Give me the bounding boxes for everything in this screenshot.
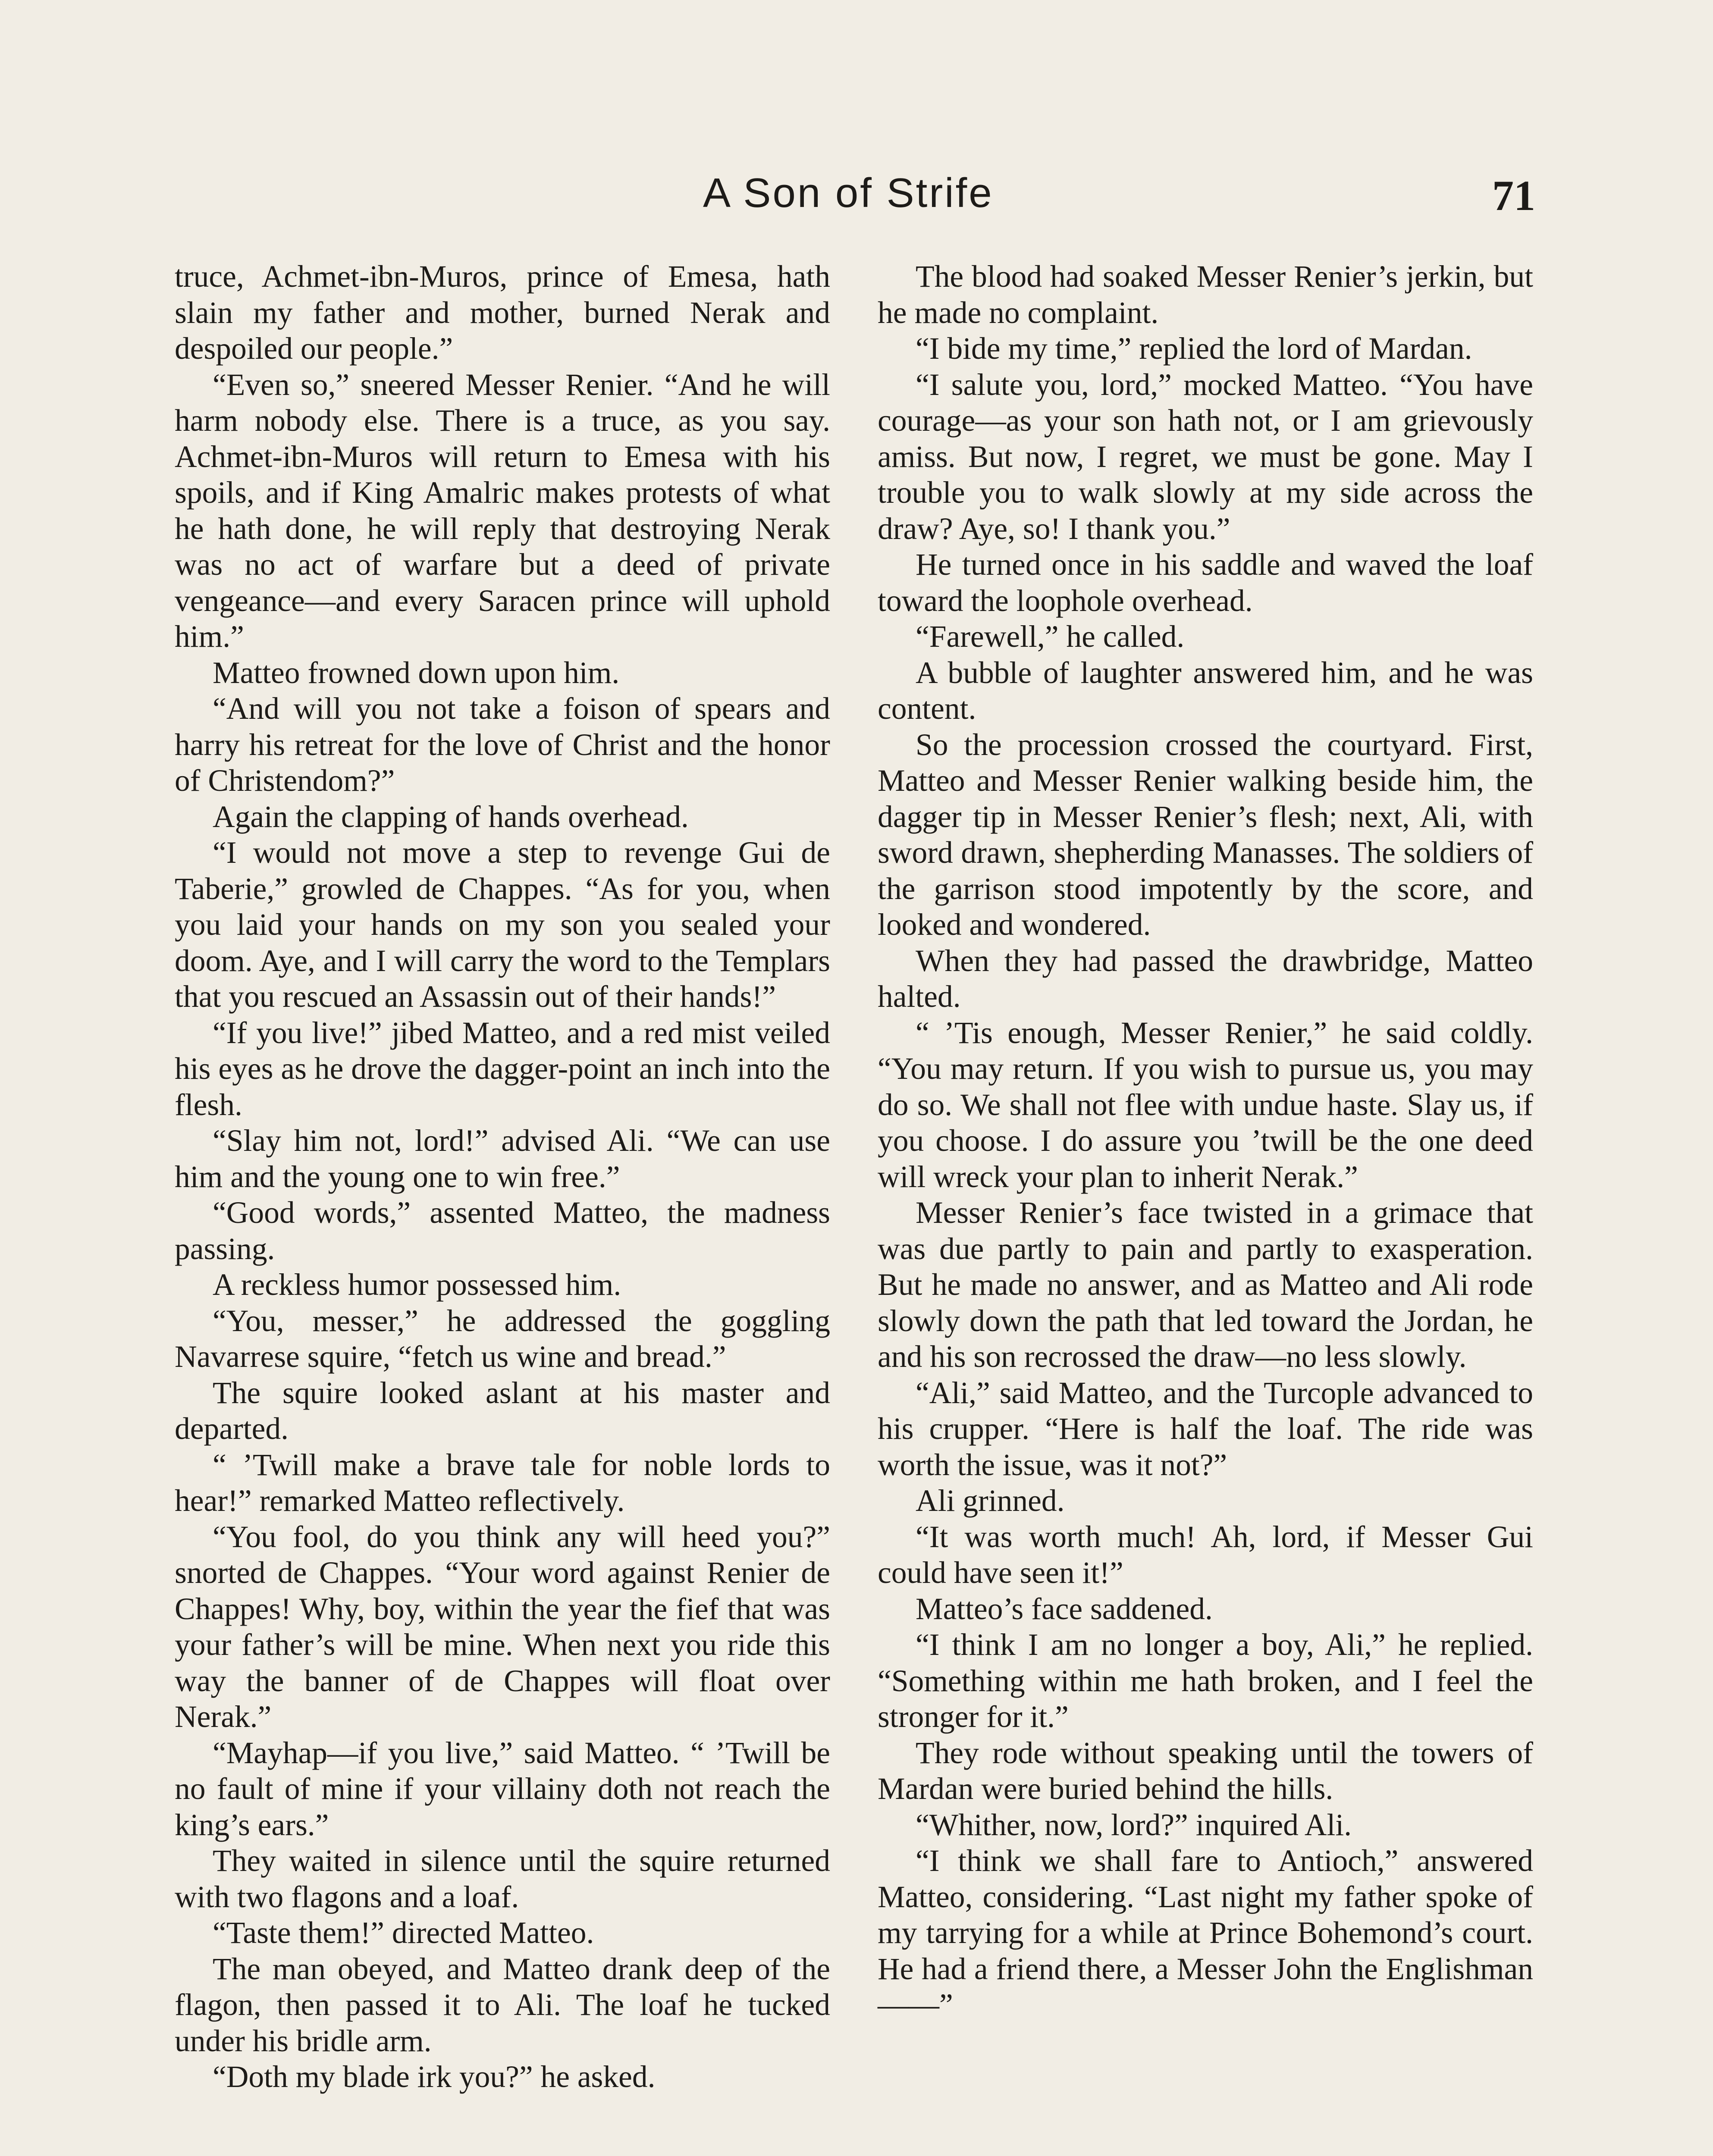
paragraph: “If you live!” jibed Matteo, and a red mist veiled his eyes as he drove the dagger-point an inch into the flesh. (175, 1015, 830, 1122)
text-column-right (878, 259, 1533, 2023)
paragraph: “Even so,” sneered Messer Renier. “And he will harm nobody else. There is a truce, as you say. Achmet-ibn-Muros will return to Emesa with his spoils, and if King Amalric makes protests of what he hath done, he will reply that destroying Nerak was no act of warfare but a deed of private vengeance—and every Saracen prince will uphold him.” (175, 367, 830, 654)
paragraph: They rode without speaking until the towers of Mardan were buried behind the hills. (878, 1736, 1533, 1806)
paragraph: Again the clapping of hands overhead. (213, 799, 689, 834)
paragraph: Messer Renier’s face twisted in a grimace that was due partly to pain and partly to exasperation. But he made no answer, and as Matteo and Ali rode slowly down the path that led toward the Jordan, he and his son recrossed the draw—no less slowly. (878, 1196, 1533, 1374)
paragraph: “And will you not take a foison of spears and harry his retreat for the love of Christ and the honor of Christendom?” (175, 692, 830, 798)
paragraph: He turned once in his saddle and waved the loaf toward the loophole overhead. (878, 548, 1533, 618)
paragraph: “Slay him not, lord!” advised Ali. “We can use him and the young one to win free.” (175, 1124, 830, 1194)
paragraph: Matteo’s face saddened. (916, 1592, 1213, 1626)
paragraph: “Taste them!” directed Matteo. (213, 1916, 594, 1950)
paragraph: “Good words,” assented Matteo, the madness passing. (175, 1196, 830, 1266)
paragraph: “You, messer,” he addressed the goggling Navarrese squire, “fetch us wine and bread.” (175, 1304, 830, 1374)
paragraph: The man obeyed, and Matteo drank deep of the flagon, then passed it to Ali. The loaf he tucked under his bridle arm. (175, 1952, 830, 2058)
paragraph: “I think I am no longer a boy, Ali,” he replied. “Something within me hath broken, and I feel the stronger for it.” (878, 1628, 1533, 1734)
paragraph: “Farewell,” he called. (916, 620, 1185, 654)
paragraph: They waited in silence until the squire returned with two flagons and a loaf. (175, 1844, 830, 1914)
paragraph: A reckless humor possessed him. (213, 1268, 621, 1302)
paragraph: So the procession crossed the courtyard. First, Matteo and Messer Renier walking beside him, the dagger tip in Messer Renier’s flesh; next, Ali, with sword drawn, shepherding Manasses. The soldiers of the garrison stood impotently by the score, and looked and wondered. (878, 727, 1533, 942)
page-number: 71 (1492, 172, 1535, 219)
paragraph: “I would not move a step to revenge Gui de Taberie,” growled de Chappes. “As for you, when you laid your hands on my son you sealed your doom. Aye, and I will carry the word to the Templars that you rescued an Assassin out of their hands!” (175, 836, 830, 1014)
paragraph: “I think we shall fare to Antioch,” answered Matteo, considering. “Last night my father spoke of my tarrying for a while at Prince Bohemond’s court. He had a friend there, a Messer John the Englishman——” (878, 1844, 1533, 2022)
paragraph: “I bide my time,” replied the lord of Mardan. (916, 332, 1472, 366)
page-header (0, 167, 1713, 219)
paragraph: The blood had soaked Messer Renier’s jerkin, but he made no complaint. (878, 260, 1533, 330)
paragraph: “It was worth much! Ah, lord, if Messer Gui could have seen it!” (878, 1520, 1533, 1590)
paragraph: The squire looked aslant at his master and departed. (175, 1376, 830, 1446)
running-title: A Son of Strife (703, 170, 994, 216)
paragraph: “Whither, now, lord?” inquired Ali. (916, 1808, 1352, 1842)
paragraph: “Ali,” said Matteo, and the Turcople advanced to his crupper. “Here is half the loaf. The ride was worth the issue, was it not?” (878, 1376, 1533, 1482)
paragraph: “ ’Twill make a brave tale for noble lords to hear!” remarked Matteo reflectively. (175, 1448, 830, 1518)
text-column-left (175, 259, 830, 2095)
paragraph: “ ’Tis enough, Messer Renier,” he said coldly. “You may return. If you wish to pursue us, you may do so. We shall not flee with undue haste. Slay us, if you choose. I do assure you ’twill be the one deed will wreck your plan to inherit Nerak.” (878, 1015, 1533, 1194)
paragraph: “Mayhap—if you live,” said Matteo. “ ’Twill be no fault of mine if your villainy doth not reach the king’s ears.” (175, 1736, 830, 1842)
paragraph: Ali grinned. (916, 1484, 1065, 1518)
paragraph: When they had passed the drawbridge, Matteo halted. (878, 943, 1533, 1014)
paragraph: Matteo frowned down upon him. (213, 655, 620, 690)
paragraph: “You fool, do you think any will heed you?” snorted de Chappes. “Your word against Renier de Chappes! Why, boy, within the year the fief that was your father’s will be mine. When next you ride this way the banner of de Chappes will float over Nerak.” (175, 1520, 830, 1734)
paragraph: “Doth my blade irk you?” he asked. (213, 2060, 656, 2094)
paragraph: “I salute you, lord,” mocked Matteo. “You have courage—as your son hath not, or I am grievously amiss. But now, I regret, we must be gone. May I trouble you to walk slowly at my side across the draw? Aye, so! I thank you.” (878, 367, 1533, 546)
paragraph: truce, Achmet-ibn-Muros, prince of Emesa, hath slain my father and mother, burned Nerak and despoiled our people.” (175, 260, 830, 366)
paragraph: A bubble of laughter answered him, and he was content. (878, 655, 1533, 726)
